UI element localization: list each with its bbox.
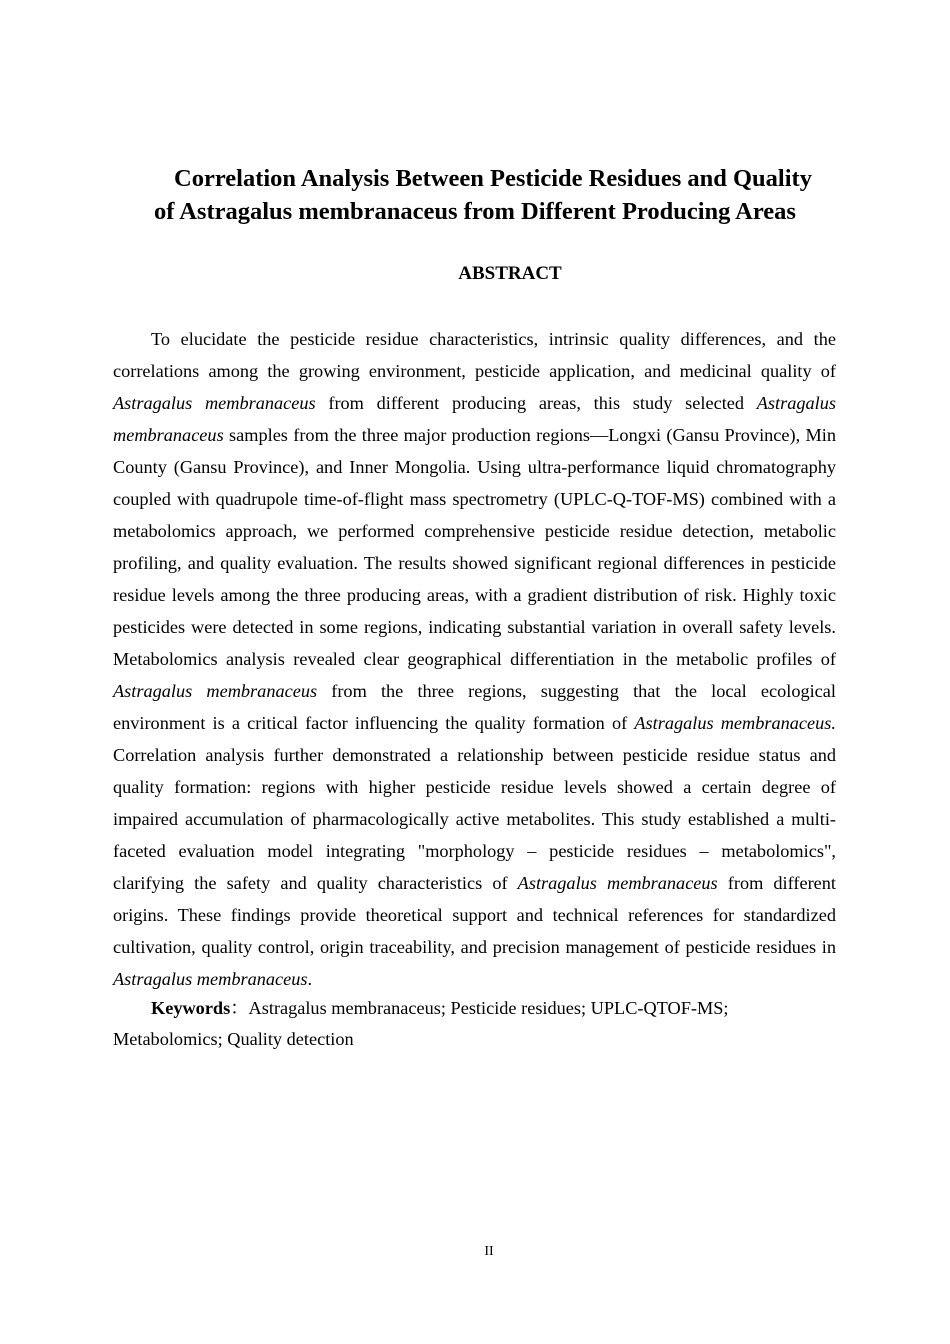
abstract-text-segment: from the three regions, suggesting that the local ecological environment is a critical factor influencing the quality formation of bbox=[113, 681, 836, 733]
abstract-text-segment: Correlation analysis further demonstrated a relationship between pesticide residue status and quality formation: regions with higher pesticide residue levels showed a certain degree of impaired accumulation of pharmacologically active metabolites. This study established a multi-faceted evaluation model integrating "morphology – pesticide residues – metabolomics", clarifying the safety and quality characteristics of bbox=[113, 745, 836, 893]
abstract-text-segment: from different producing areas, this study selected bbox=[315, 393, 757, 413]
keywords-text: Astragalus membranaceus; Pesticide residues; UPLC-QTOF-MS; Metabolomics; Quality detection bbox=[113, 998, 729, 1049]
species-name-italic: Astragalus membranaceus bbox=[113, 393, 316, 413]
title-line-2: of Astragalus membranaceus from Different Producing Areas bbox=[154, 198, 796, 225]
keywords-separator: ： bbox=[230, 998, 249, 1018]
document-title bbox=[110, 162, 840, 228]
species-name-italic: Astragalus membranaceus. bbox=[634, 713, 836, 733]
keywords-paragraph bbox=[113, 993, 813, 1055]
abstract-text-segment: from different origins. These findings provide theoretical support and technical references for standardized cultivation, quality control, origin traceability, and precision management of pesticide residues in bbox=[113, 873, 837, 957]
species-name-italic: Astragalus membranaceus bbox=[517, 873, 718, 893]
abstract-heading: ABSTRACT bbox=[458, 263, 562, 284]
abstract-text-segment: To elucidate the pesticide residue characteristics, intrinsic quality differences, and the correlations among the growing environment, pesticide application, and medicinal quality of bbox=[113, 329, 836, 381]
page-number: II bbox=[484, 1244, 494, 1259]
species-name-italic: Astragalus membranaceus bbox=[113, 969, 308, 989]
species-name-italic: Astragalus membranaceus bbox=[113, 393, 836, 445]
abstract-body bbox=[113, 323, 836, 995]
abstract-text-segment: samples from the three major production regions—Longxi (Gansu Province), Min County (Gansu Province), and Inner Mongolia. Using ultra-performance liquid chromatography coupled with quadrupole time-of-flight mass spectrometry (UPLC-Q-TOF-MS) combined with a metabolomics approach, we performed comprehensive pesticide residue detection, metabolic profiling, and quality evaluation. The results showed significant regional differences in pesticide residue levels among the three producing areas, with a gradient distribution of risk. Highly toxic pesticides were detected in some regions, indicating substantial variation in overall safety levels. Metabolomics analysis revealed clear geographical differentiation in the metabolic profiles of bbox=[113, 425, 836, 669]
abstract-text-segment: . bbox=[307, 969, 313, 989]
title-line-1: Correlation Analysis Between Pesticide Residues and Quality bbox=[174, 165, 812, 192]
keywords-label: Keywords bbox=[151, 998, 231, 1018]
species-name-italic: Astragalus membranaceus bbox=[113, 681, 318, 701]
